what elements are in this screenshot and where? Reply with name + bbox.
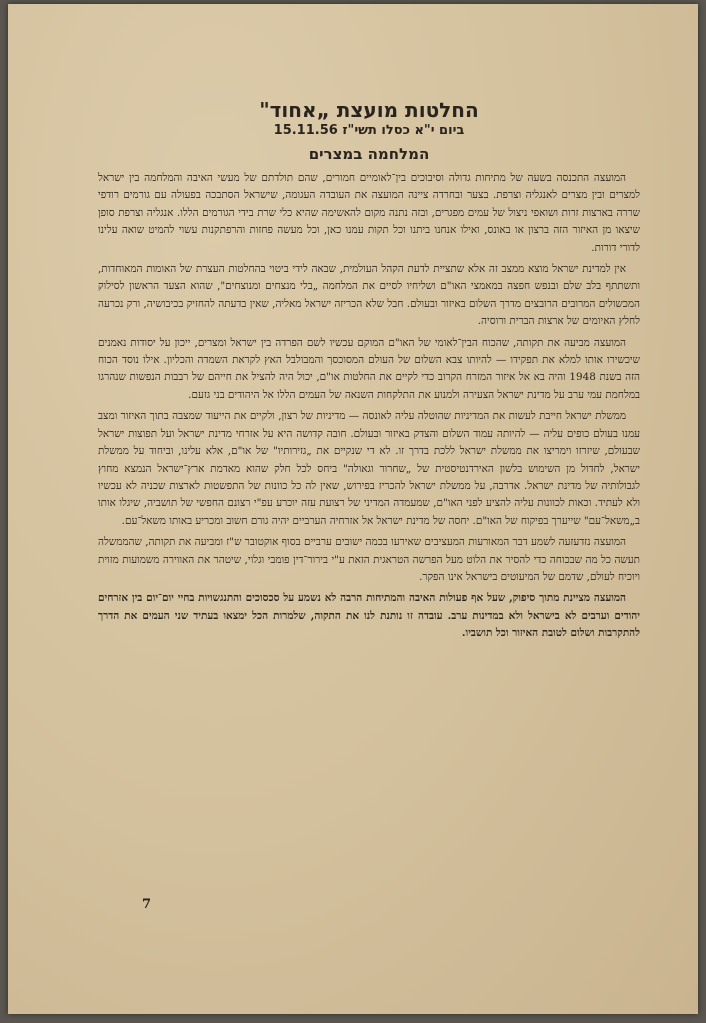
document-subtitle: [98, 122, 640, 139]
paragraph-4: ממשלת ישראל חייבת לעשות את המדיניות שהוטלה עליה לאונסה — מדיניות של רצון, ולקיים את הייעוד שמצבה בתוך האיזור ומצב עמנו בעולם כופים עליה — להיותה עמוד השלום והצדק באיזור ובעולם. חובה קדושה היא על אזרחי מדינת ישראל ועל תפוצות ישראל שבעולם, שיזרזו וימריצו את ממשלת ישראל ללכת בדרך זו. לא די שנקיים את „גזירותיו" של או"ם, אלא עלינו, וביחוד על ממשלת ישראל, לחדול מן השימוש בלשון האירדנטיסטית של „שחרור וגאולה" ביחס לכל חלק שהוא מאדמת ארץ־ישראל הנמצא מחוץ לגבולותיה של מדינת ישראל. אדרבה, על ממשלת ישראל להכריז בפירוש, שאין לה כל כוונות של התפשטות לארצות שכניה לא עכשיו ולא לעתיד. וכאות לכוונות עליה להציע לפני האו"ם, שמעמדה המדיני של רצועת עזה יוכרע עפ"י רצונם החפשי של תושביה, שיגלו אותו ב„משאל־עם" שייערך בפיקוח של האו"ם. יחסה של מדינת ישראל אל אזרחיה הערביים יהיה גורם חשוב ומכריע באותו משאל־עם.: [98, 410, 640, 527]
paragraph-2: אין למדינת ישראל מוצא ממצב זה אלא שתציית לדעת הקהל העולמית, שבאה לידי ביטוי בהחלטות העצרת של האומות המאוחדות, ותשתתף בלב שלם ובנפש חפצה במאמצי האו"ם ושליחיו לסיים את המלחמה „בלי מנצחים ומנוצחים", שהוא הצעד הראשון לסילוק המכשולים המרובים הרובצים מדרך השלום באיזור ובעולם. חבל שלא הכריזה ישראל מאליה, שאין בדעתה להחזיק בכיבושיה, ורק נכרעה לחלץ האיומים של ארצות הברית ורוסיה.: [98, 263, 640, 328]
paragraph-3: המועצה מביעה את תקותה, שהכוח הבין־לאומי של האו"ם המוקם עכשיו לשם הפרדה בין ישראל ומצרים, ייכון על יסודות נאמנים שיכשירו אותו למלא את תפקידו — להיותו צבא השלום של העולם המסוכסך והמבולבל האץ לקראת השמדה והכליון. אילו נוסד הכוח הזה בשנת 1948 והיה בא אל איזור המזרח הקרוב כדי לקיים את החלטות או"ם, יכול היה להציל את חייהם של רבבות הנפשות שנהרגו במלחמת עמי ערב על מדינת ישראל הצעירה ולמנוע את התלקחות השנאה של העמים הללו אל היהודים בני גזעם.: [98, 336, 640, 401]
document-content: [98, 98, 640, 647]
paragraph-1: המועצה התכנסה בשעה של מתיחות גדולה וסיבוכים בין־לאומיים חמורים, שהם תולדתם של מעשי האיבה והמלחמה בין ישראל למצרים ובין מצרים לאנגליה וצרפת. בצער ובחרדה ציינה המועצה את העובדה העגומה, שישראל הסתבכה בפעולה עם גורמים רודפי שררה בארצות זרות ושואפי ניצול של עמים מפגרים, ובזה נתנה מקום להאשימה שהיא כלי שרת בידי הגורמים הללו. אנגליה וצרפת סופן שיצאו מן האיזור הזה ברצון או באונס, ואילו אנחנו ביתנו וכל תקות עמנו כאן, וכל מעשה פחזות והרפתקנות עשוי להמיט שואה עלינו לדורי דורות.: [98, 172, 640, 254]
subtitle-date: 15.11.56: [273, 123, 338, 138]
paragraph-5: המועצה נזדעזעה לשמע דבר המאורעות המעציבים שאירעו בכמה ישובים ערביים בסוף אוקטובר ש"ז ומביעה את תקותה, שהממשלה תעשה כל מה שבכוחה כדי להסיר את הלוט מעל הפרשה הטראגית הזאת ע"י בירור־דין פומבי וגלוי, שיטהר את האווירה משמועות מזוית ויוכיח לעולם, שדמם של המיעוטים בישראל אינו הפקר.: [98, 536, 640, 583]
document-page: [8, 4, 698, 1014]
paragraph-6: המועצה מציינת מתוך סיפוק, שעל אף פעולות האיבה והמתיחות הרבה לא נשמע על סכסוכים והתנגשויות בחיי יום־יום בין אזרחים יהודים וערבים לא בישראל ולא במדינות ערב. עובדה זו נותנת לנו את התקוה, שלמרות הכל ימצאו בעתיד שני העמים את הדרך להתקרבות ושלום לטובת האיזור וכל תושביו.: [98, 592, 640, 640]
subtitle-day: ביום י"א כסלו תשי"ז: [342, 123, 465, 138]
document-title: החלטות מועצת „אחוד": [259, 98, 479, 122]
section-title: המלחמה במצרים: [308, 145, 430, 163]
page-number: 7: [142, 897, 152, 912]
